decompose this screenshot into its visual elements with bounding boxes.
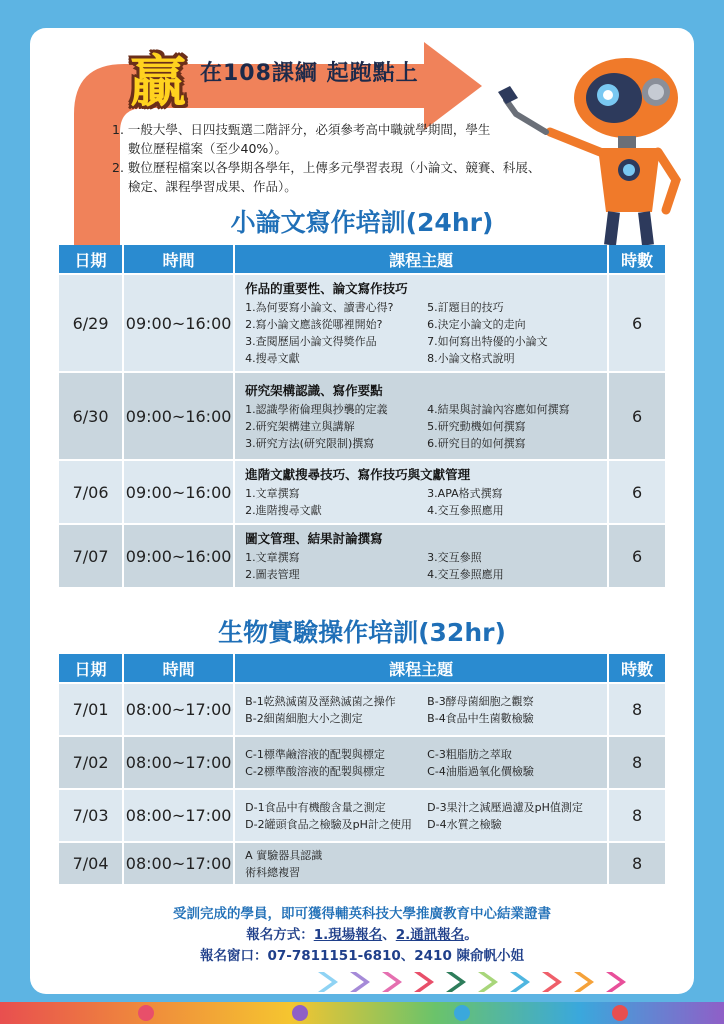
note-line: 檢定、課程學習成果、作品）。 <box>128 179 297 194</box>
row-topic <box>235 275 607 371</box>
row-date: 7/06 <box>59 461 122 523</box>
topic-item <box>427 847 607 864</box>
row-topic <box>235 737 607 788</box>
topic-item: 3.查閱歷屆小論文得獎作品 <box>245 335 377 348</box>
topic-items <box>245 549 607 583</box>
topic-items <box>245 299 607 367</box>
table-row <box>59 737 665 788</box>
topic-item: 1.文章撰寫 <box>245 487 300 500</box>
row-hours: 8 <box>609 790 665 841</box>
topic-item: 5.訂題目的技巧 <box>427 301 504 314</box>
row-hours: 6 <box>609 525 665 587</box>
topic-item: D-4水質之檢驗 <box>427 817 502 831</box>
row-hours: 6 <box>609 461 665 523</box>
row-time: 09:00~16:00 <box>124 275 233 371</box>
row-hours: 6 <box>609 275 665 371</box>
topic-item: 7.如何寫出特優的小論文 <box>427 335 548 348</box>
table-row <box>59 525 665 587</box>
topic-item: D-1食品中有機酸含量之測定 <box>245 800 386 814</box>
row-hours: 8 <box>609 684 665 735</box>
mail-registration: 2.通訊報名 <box>395 927 465 943</box>
row-hours: 6 <box>609 373 665 459</box>
column-header-topic: 課程主題 <box>235 245 607 273</box>
row-topic <box>235 461 607 523</box>
topic-item: 術科總複習 <box>245 865 301 879</box>
column-header-date: 日期 <box>59 654 122 682</box>
row-topic <box>235 790 607 841</box>
onsite-registration: 1.現場報名 <box>313 927 383 943</box>
topic-item: B-4食品中生菌數檢驗 <box>427 711 534 725</box>
topic-item: B-1乾熱滅菌及溼熱滅菌之操作 <box>245 694 396 708</box>
row-topic <box>235 843 607 884</box>
column-header-time: 時間 <box>124 654 233 682</box>
topic-item: 2.研究架構建立與講解 <box>245 419 355 433</box>
topic-item: 4.結果與討論內容應如何撰寫 <box>427 402 570 416</box>
table-row <box>59 461 665 523</box>
topic-item: 2.圖表管理 <box>245 568 300 581</box>
topic-items <box>245 746 607 780</box>
topic-items <box>245 693 607 727</box>
row-hours: 8 <box>609 737 665 788</box>
table-row <box>59 275 665 371</box>
row-time: 08:00~17:00 <box>124 790 233 841</box>
row-date: 7/02 <box>59 737 122 788</box>
row-date: 7/04 <box>59 843 122 884</box>
separator: 、 <box>382 927 396 943</box>
topic-item: 6.決定小論文的走向 <box>427 318 526 331</box>
topic-item: C-3粗脂肪之萃取 <box>427 747 512 761</box>
row-topic <box>235 684 607 735</box>
table-row <box>59 843 665 884</box>
registration-label: 報名方式： <box>246 927 314 943</box>
table-header-row <box>59 654 665 682</box>
row-time: 09:00~16:00 <box>124 461 233 523</box>
topic-items <box>245 847 607 881</box>
topic-item: B-3酵母菌細胞之觀察 <box>427 694 534 708</box>
row-time: 09:00~16:00 <box>124 525 233 587</box>
topic-item: 4.交互參照應用 <box>427 504 504 517</box>
topic-items <box>245 485 607 519</box>
row-time: 08:00~17:00 <box>124 684 233 735</box>
column-header-date: 日期 <box>59 245 122 273</box>
topic-heading: 圖文管理、結果討論撰寫 <box>245 531 383 546</box>
row-topic <box>235 373 607 459</box>
row-date: 7/01 <box>59 684 122 735</box>
column-header-topic: 課程主題 <box>235 654 607 682</box>
topic-item: D-3果汁之減壓過濾及pH值測定 <box>427 800 583 814</box>
topic-item <box>427 864 607 881</box>
topic-item: B-2細菌細胞大小之測定 <box>245 711 363 725</box>
topic-item: 4.交互參照應用 <box>427 568 504 581</box>
note-line: 數位歷程檔案（至少40%）。 <box>128 141 288 156</box>
note-line: 2. 數位歷程檔案以各學期各學年，上傳多元學習表現（小論文、競賽、科展、 <box>112 160 541 175</box>
topic-item: 2.寫小論文應該從哪裡開始? <box>245 318 383 331</box>
headline: 在108課綱 起跑點上 <box>200 61 419 86</box>
decorative-dots <box>0 1004 724 1022</box>
section-title-biology: 生物實驗操作培訓(32hr) <box>218 618 506 647</box>
topic-item: 3.交互參照 <box>427 551 482 564</box>
column-header-time: 時間 <box>124 245 233 273</box>
row-date: 6/29 <box>59 275 122 371</box>
row-topic <box>235 525 607 587</box>
certificate-note: 受訓完成的學員，即可獲得輔英科技大學推廣教育中心結業證書 <box>173 906 551 922</box>
row-time: 08:00~17:00 <box>124 737 233 788</box>
registration-methods <box>0 925 724 946</box>
section-title-essay: 小論文寫作培訓(24hr) <box>230 208 494 237</box>
topic-item: 8.小論文格式說明 <box>427 352 515 365</box>
decorative-chevrons <box>318 968 658 998</box>
period: 。 <box>464 927 478 943</box>
topic-item: D-2罐頭食品之檢驗及pH計之使用 <box>245 817 412 831</box>
contact-window: 報名窗口：07-7811151-6810、2410 陳俞帆小姐 <box>199 948 525 964</box>
topic-item: 4.搜尋文獻 <box>245 352 300 365</box>
topic-item: C-1標準鹼溶液的配製與標定 <box>245 747 385 761</box>
topic-item: 3.APA格式撰寫 <box>427 487 503 500</box>
row-date: 6/30 <box>59 373 122 459</box>
row-time: 08:00~17:00 <box>124 843 233 884</box>
topic-item: A 實驗器具認識 <box>245 848 323 862</box>
footer-info <box>0 904 724 967</box>
topic-heading: 作品的重要性、論文寫作技巧 <box>245 281 408 296</box>
topic-item: 1.為何要寫小論文、讀書心得? <box>245 301 394 314</box>
topic-item: 1.認識學術倫理與抄襲的定義 <box>245 402 388 416</box>
topic-heading: 研究架構認識、寫作要點 <box>245 382 383 398</box>
topic-item: C-2標準酸溶液的配製與標定 <box>245 764 385 778</box>
topic-item: 6.研究目的如何撰寫 <box>427 436 526 450</box>
topic-heading: 進階文獻搜尋技巧、寫作技巧與文獻管理 <box>245 467 471 482</box>
topic-item: 2.進階搜尋文獻 <box>245 504 322 517</box>
topic-items <box>245 799 607 833</box>
topic-item: C-4油脂過氧化價檢驗 <box>427 764 534 778</box>
topic-item: 1.文章撰寫 <box>245 551 300 564</box>
column-header-hours: 時數 <box>609 654 665 682</box>
row-time: 09:00~16:00 <box>124 373 233 459</box>
note-line: 1. 一般大學、日四技甄選二階評分，必須參考高中職就學期間，學生 <box>112 122 491 137</box>
essay-training-table <box>57 243 667 589</box>
column-header-hours: 時數 <box>609 245 665 273</box>
topic-items <box>245 401 607 452</box>
win-character: 贏 <box>130 50 186 115</box>
row-date: 7/03 <box>59 790 122 841</box>
table-row <box>59 373 665 459</box>
table-row <box>59 790 665 841</box>
table-header-row <box>59 245 665 273</box>
table-row <box>59 684 665 735</box>
topic-item: 5.研究動機如何撰寫 <box>427 419 526 433</box>
biology-training-table <box>57 652 667 886</box>
row-hours: 8 <box>609 843 665 884</box>
topic-item: 3.研究方法(研究限制)撰寫 <box>245 436 375 450</box>
row-date: 7/07 <box>59 525 122 587</box>
